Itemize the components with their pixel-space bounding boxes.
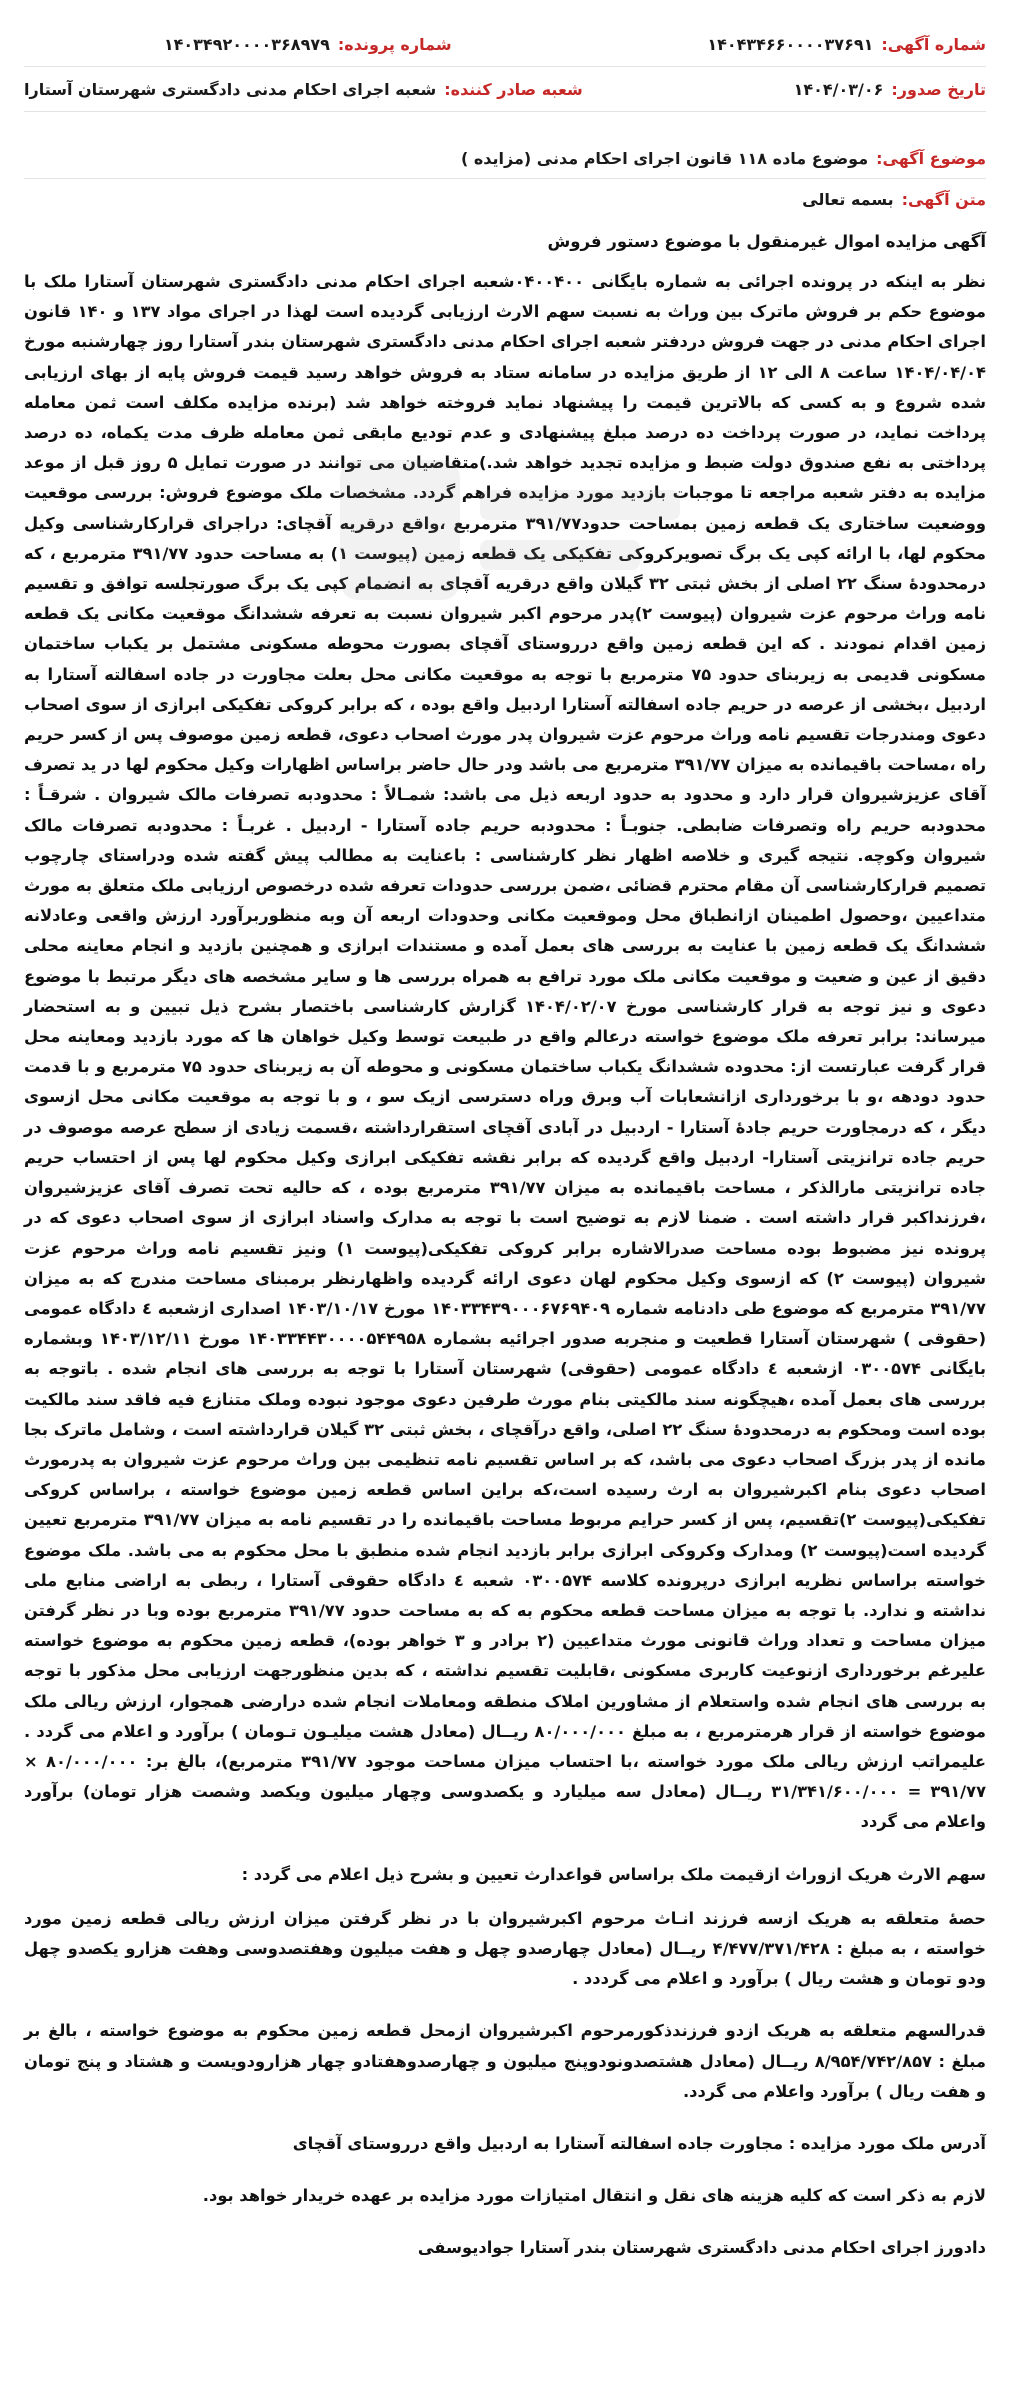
signature-paragraph: دادورز اجرای احکام مدنی دادگستری شهرستان بندر آستارا جوادیوسفی [417,2238,986,2258]
ad-number-value: ۱۴۰۴۳۴۶۶۰۰۰۰۳۷۶۹۱ [707,34,874,54]
text-header-line [24,178,986,219]
case-number-label: شماره پرونده: [337,34,452,54]
issuer-label: شعبه صادر کننده: [444,79,583,99]
text-header-value: بسمه تعالی [802,189,894,209]
property-address-paragraph: آدرس ملک مورد مزایده : مجاورت جاده اسفالته آستارا به اردبیل واقع درروستای آقچای [292,2133,986,2153]
subject-label: موضوع آگهی: [876,148,986,168]
header-row-2 [24,67,986,112]
heir-share-sons-paragraph: قدرالسهم متعلقه به هریک ازدو فرزندذکورمرحوم اکبرشیروان ازمحل قطعه زمین محکوم به موضوع خواسته ، بالغ بر مبلغ : ۸/۹۵۴/۷۴۲/۸۵۷ ریــال (معادل هشتصدونودوپنج میلیون و چهارصدوهفتادو چهار هزارودویست و هشتاد و پنج تومان و هفت ریال ) برآورد واعلام می گردد. [24,2021,986,2101]
issue-date-label: تاریخ صدور: [891,79,986,99]
subject-value: موضوع ماده ۱۱۸ قانون اجرای احکام مدنی (مزایده ) [460,148,869,168]
heir-share-daughters-paragraph: حصهٔ متعلقه به هریک ازسه فرزند انـاث مرحوم اکبرشیروان با در نظر گرفتن میزان ارزش ریالی قطعه زمین مورد خواسته ، به مبلغ : ۴/۴۷۷/۳۷۱/۴۲۸ ریــال (معادل چهارصدو چهل و هفت میلیون وهفتصدوسی وهفت هزارو یکصدو چهل ودو تومان و هشت ریال ) برآورد و اعلام می گرددد . [24,1908,986,1989]
subject-line [24,138,986,178]
issue-date-value: ۱۴۰۴/۰۳/۰۶ [793,79,884,99]
ad-number [452,35,986,54]
ad-number-label: شماره آگهی: [881,34,986,54]
issue-date [583,80,986,99]
heirs-intro-paragraph: سهم الارث هریک ازوراث ازقیمت ملک براساس قواعدارث تعیین و بشرح ذیل اعلام می گردد : [241,1864,986,1884]
case-number-value: ۱۴۰۳۴۹۲۰۰۰۰۳۶۸۹۷۹ [163,34,330,54]
case-number [24,35,452,54]
document-title: آگهی مزایده اموال غیرمنقول با موضوع دستور فروش [547,232,986,251]
costs-note-paragraph: لازم به ذکر است که کلیه هزینه های نقل و انتقال امتیازات مورد مزایده بر عهده خریدار خواهد بود. [202,2186,986,2206]
issuer [24,80,583,99]
issuer-value: شعبه اجرای احکام مدنی دادگستری شهرستان آستارا [24,79,437,99]
body-main-paragraph: نظر به اینکه در پرونده اجرائی به شماره بایگانی ۰۴۰۰۴۰۰شعبه اجرای احکام مدنی دادگستری شهرستان آستارا ملک با موضوع حکم بر فروش ماترک بین وراث به نسبت سهم الارث ارزیابی گردیده است لهذا در اجرای مواد ۱۳۷ و ۱۴۰ قانون اجرای احکام مدنی در جهت فروش دردفتر شعبه اجرای احکام مدنی دادگستری شهرستان بندر آستارا روز چهارشنبه مورخ ۱۴۰۴/۰۴/۰۴ ساعت ۸ الی ۱۲ از طریق مزایده در سامانه ستاد به فروش خواهد رسید قیمت فروش پایه از بهای ارزیابی شده شروع و به کسی که بالاترین قیمت را پیشنهاد نماید فروخته خواهد شد (برنده مزایده مکلف است ثمن معامله پرداخت نماید، در صورت پرداخت ده درصد مبلغ پیشنهادی و عدم تودیع مابقی ثمن معامله ظرف مدت یکماه، ده درصد پرداختی به نفع صندوق دولت ضبط و مزایده تجدید خواهد شد.)متقاضیان می توانند در صورت تمایل ۵ روز قبل از موعد مزایده به دفتر شعبه مراجعه تا موجبات بازدید مورد مزایده فراهم گردد. مشخصات ملک موضوع فروش: بررسی موقعیت ووضعیت ساختاری یک قطعه زمین بمساحت حدود۳۹۱/۷۷ مترمربع ،واقع درقریه آقچای: دراجرای قرارکارشناسی وکیل محکوم لها، با ارائه کپی یک برگ تصویرکروکی تفکیکی یک قطعه زمین (پیوست ۱) به مساحت حدود ۳۹۱/۷۷ مترمربع ، که درمحدودهٔ سنگ ۲۲ اصلی از بخش ثبتی ۳۲ گیلان واقع درقریه آقچای به انضمام کپی یک برگ صورتجلسه توافق و تقسیم نامه وراث مرحوم عزت شیروان (پیوست ۲)پدر مرحوم اکبر شیروان نسبت به تعرفه ششدانگ موقعیت مکانی یک قطعه زمین اقدام نمودند . که این قطعه زمین واقع درروستای آقچای بصورت محوطه مسکونی مشتمل بر یکباب ساختمان مسکونی قدیمی به زیربنای حدود ۷۵ مترمربع با توجه به موقعیت مکانی محل بعلت مجاورت در جاده اسفالته آستارا به اردبیل ،بخشی از عرصه در حریم جاده اسفالته آستارا اردبیل واقع بوده ، که برابر کروکی تفکیکی ابرازی از سوی اصحاب دعوی ومندرجات تقسیم نامه وراث مرحوم عزت شیروان پدر مورث اصحاب دعوی، قطعه زمین موصوف پس از کسر حریم راه ،مساحت باقیمانده به میزان ۳۹۱/۷۷ مترمربع می باشد ودر حال حاضر براساس اظهارات وکیل محکوم لها در ید تصرف آقای عزیزشیروان قرار دارد و محدود به حدود اربعه ذیل می باشد: شمـالاً : محدودبه تصرفات مالک شیروان . شرقـاً : محدودبه حریم راه وتصرفات ضابطی. جنوبـاً : محدودبه حریم جاده آستارا - اردبیل . غربـاً : محدودبه تصرفات مالک شیروان وکوچه. نتیجه گیری و خلاصه اظهار نظر کارشناسی : باعنایت به مطالب پیش گفته شده ودراستای چارچوب تصمیم قرارکارشناسی آن مقام محترم قضائی ،ضمن بررسی حدودات تعرفه شده درخصوص ارزیابی ملک متعلق به مورث متداعیین ،وحصول اطمینان ازانطباق محل وموقعیت مکانی وحدودات اربعه آن وبه منظوربرآورد ارزش واقعی وعادلانه ششدانگ یک قطعه زمین با عنایت به بررسی های بعمل آمده و مستندات ابرازی و همچنین بازدید و انجام معاینه محلی دقیق از عین و ضعیت و موقعیت مکانی ملک مورد ترافع به همراه بررسی ها و سایر مشخصه های دیگر مرتبط با موضوع دعوی و نیز توجه به قرار کارشناسی مورخ ۱۴۰۴/۰۲/۰۷ گزارش کارشناسی باختصار بشرح ذیل تبیین و به استحضار میرساند: برابر تعرفه ملک موضوع خواسته درعالم واقع در طبیعت توسط وکیل خواهان ها که مورد بازدید ومعاینه محل قرار گرفت عبارتست از: محدوده ششدانگ یکباب ساختمان مسکونی و محوطه آن به زیربنای حدود ۷۵ مترمربع و با قدمت حدود دودهه ،و با برخورداری ازانشعابات آب وبرق وراه دسترسی ازیک سو ، و با توجه به موقعیت مکانی محل ازسوی دیگر ، که درمجاورت حریم جادهٔ آستارا - اردبیل در آبادی آقچای استقرارداشته ،قسمت زیادی از سطح عرصه موصوف در حریم جاده ترانزیتی آستارا- اردبیل واقع گردیده که برابر نقشه تفکیکی ابرازی وکیل محکوم لها پس از احتساب حریم جاده ترانزیتی مارالذکر ، مساحت باقیمانده به میزان ۳۹۱/۷۷ مترمربع بوده ، که حالیه تحت تصرف آقای عزیزشیروان ،فرزنداکبر قرار داشته است . ضمنا لازم به توضیح است با توجه به مدارک واسناد ابرازی از سوی اصحاب دعوی که در پرونده نیز مضبوط بوده مساحت صدرالاشاره برابر کروکی تفکیکی(پیوست ۱) ونیز تقسیم نامه وراث مرحوم عزت شیروان (پیوست ۲) که ازسوی وکیل محکوم لهان دعوی ارائه گردیده واظهارنظر برمبنای مساحت مندرج که به میزان ۳۹۱/۷۷ مترمربع که موضوع طی دادنامه شماره ۱۴۰۳۳۴۳۹۰۰۰۶۷۶۹۴۰۹ مورخ ۱۴۰۳/۱۰/۱۷ اصداری ازشعبه ٤ دادگاه عمومی (حقوقی ) شهرستان آستارا قطعیت و منجربه صدور اجرائیه بشماره ۱۴۰۳۳۴۴۳۰۰۰۰۵۴۴۹۵۸ مورخ ۱۴۰۳/۱۲/۱۱ وبشماره بایگانی ۰۳۰۰۵۷۴ ازشعبه ٤ دادگاه عمومی (حقوقی) شهرستان آستارا با توجه به بررسی های انجام شده . باتوجه به بررسی های بعمل آمده ،هیچگونه سند مالکیتی بنام مورث طرفین دعوی موجود نبوده وملک متنازع فیه فاقد سند مالکیت بوده است ومحکوم به درمحدودهٔ سنگ ۲۲ اصلی، واقع درآقچای ، بخش ثبتی ۳۲ گیلان قرارداشته است ، وشامل ماترک بجا مانده از پدر بزرگ اصحاب دعوی می باشد، که بر اساس تقسیم نامه تنظیمی بین وراث مرحوم عزت شیروان به پدرمورث اصحاب دعوی بنام اکبرشیروان به ارث رسیده است،که براین اساس قطعه زمین موضوع خواسته ، براساس کروکی تفکیکی(پیوست ۲)تقسیم، پس از کسر حرایم مربوط مساحت باقیمانده را در تقسیم نامه به میزان ۳۹۱/۷۷ مترمربع تعیین گردیده است(پیوست ۲) ومدارک وکروکی ابرازی برابر بازدید انجام شده منطبق با محل محکوم به می باشد. ملک موضوع خواسته براساس نظریه ابرازی درپرونده کلاسه ۰۳۰۰۵۷۴ شعبه ٤ دادگاه حقوقی آستارا ، ربطی به اراضی منابع ملی نداشته و ندارد. با توجه به میزان مساحت قطعه محکوم به که به مساحت حدود ۳۹۱/۷۷ مترمربع بوده وبا در نظر گرفتن میزان مساحت و تعداد وراث قانونی مورث متداعیین (۲ برادر و ۳ خواهر بوده)، قطعه زمین محکوم به موضوع خواسته علیرغم برخورداری ازنوعیت کاربری مسکونی ،قابلیت تقسیم نداشته ، که بدین منظورجهت ارزیابی محل مذکور با توجه به بررسی های انجام شده واستعلام از مشاورین املاک منطقه ومعاملات انجام شده درارضی همجوار، ارزش ریالی ملک موضوع خواسته از قرار هرمترمربع ، به مبلغ ۸۰/۰۰۰/۰۰۰ ریــال (معادل هشت میلیـون تـومان ) برآورد و اعلام می گردد . علیمراتب ارزش ریالی ملک مورد خواسته ،با احتساب میزان مساحت موجود ۳۹۱/۷۷ مترمربع)، بالغ بر: ۸۰/۰۰۰/۰۰۰ × ۳۹۱/۷۷ = ۳۱/۳۴۱/۶۰۰/۰۰۰ ریــال (معادل سه میلیارد و یکصدوسی وچهار میلیون ویکصد وشصت هزار تومان) برآورد واعلام می گردد [24,272,987,1832]
header-row-1 [24,22,986,67]
text-header-label: متن آگهی: [901,189,986,209]
